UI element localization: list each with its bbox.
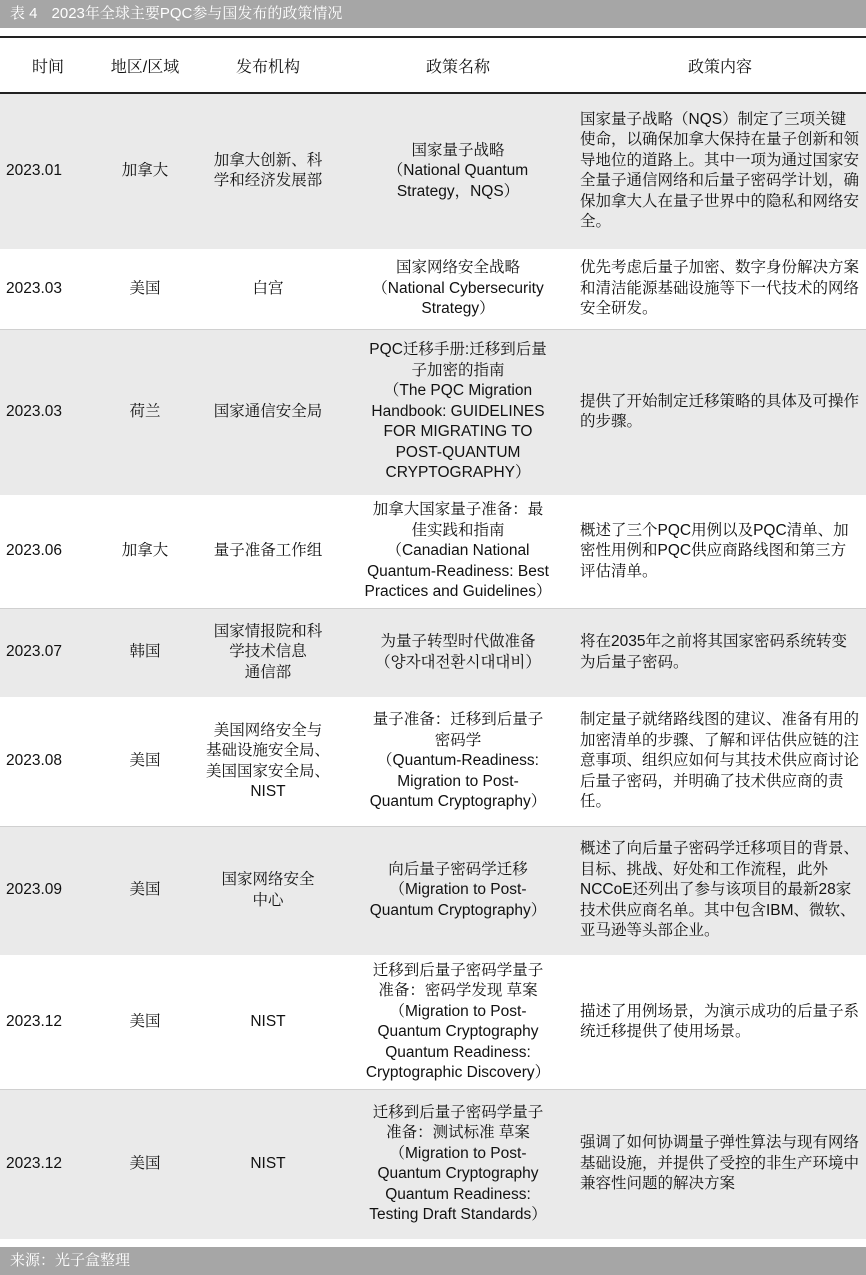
cell-date: 2023.07: [0, 608, 96, 697]
cell-date: 2023.06: [0, 495, 96, 608]
table-row: [0, 697, 866, 826]
cell-policy-name: 为量子转型时代做准备 （양자대전환시대대비）: [342, 608, 574, 697]
cell-date: 2023.03: [0, 329, 96, 495]
cell-policy-name: 国家网络安全战略 （National Cybersecurity Strategy）: [342, 249, 574, 329]
cell-policy-content: 国家量子战略（NQS）制定了三项关键使命，以确保加拿大保持在量子创新和领导地位的道路上。其中一项为通过国家安全量子通信网络和后量子密码学计划，确保加拿大人在量子世界中的隐私和网络安全。: [574, 93, 866, 249]
table-row: [0, 1089, 866, 1239]
table-row: [0, 608, 866, 697]
table-row: [0, 329, 866, 495]
header-org: 发布机构: [194, 37, 342, 93]
header-date: 时间: [0, 37, 96, 93]
cell-policy-content: 优先考虑后量子加密、数字身份解决方案和清洁能源基础设施等下一代技术的网络安全研发。: [574, 249, 866, 329]
cell-date: 2023.12: [0, 1089, 96, 1239]
header-name: 政策名称: [342, 37, 574, 93]
policy-table: [0, 36, 866, 1240]
header-row: [0, 37, 866, 93]
cell-org: 国家网络安全 中心: [194, 826, 342, 955]
header-content: 政策内容: [574, 37, 866, 93]
cell-policy-name: 迁移到后量子密码学量子 准备：测试标准 草案 （Migration to Post- Quantum Cryptography Quantum Readiness: Testing Draft Standards）: [342, 1089, 574, 1239]
cell-region: 美国: [96, 826, 194, 955]
cell-date: 2023.03: [0, 249, 96, 329]
table-row: [0, 955, 866, 1089]
header-region: 地区/区域: [96, 37, 194, 93]
cell-date: 2023.09: [0, 826, 96, 955]
source-note: 来源：光子盒整理: [0, 1247, 866, 1275]
cell-region: 加拿大: [96, 93, 194, 249]
cell-policy-content: 制定量子就绪路线图的建议、准备有用的加密清单的步骤、了解和评估供应链的注意事项、组织应如何与其技术供应商讨论后量子密码，并明确了技术供应商的责任。: [574, 697, 866, 826]
cell-region: 美国: [96, 1089, 194, 1239]
cell-region: 荷兰: [96, 329, 194, 495]
cell-policy-content: 描述了用例场景，为演示成功的后量子系统迁移提供了使用场景。: [574, 955, 866, 1089]
cell-org: 量子准备工作组: [194, 495, 342, 608]
cell-policy-name: 迁移到后量子密码学量子 准备：密码学发现 草案 （Migration to Post- Quantum Cryptography Quantum Readiness: Cryptographic Discovery）: [342, 955, 574, 1089]
cell-policy-name: PQC迁移手册:迁移到后量 子加密的指南 （The PQC Migration Handbook: GUIDELINES FOR MIGRATING TO POST-QUANTUM CRYPTOGRAPHY）: [342, 329, 574, 495]
table-number: 表 4: [10, 5, 38, 22]
cell-region: 加拿大: [96, 495, 194, 608]
cell-policy-content: 提供了开始制定迁移策略的具体及可操作的步骤。: [574, 329, 866, 495]
cell-policy-name: 量子准备：迁移到后量子 密码学 （Quantum-Readiness: Migration to Post- Quantum Cryptography）: [342, 697, 574, 826]
cell-policy-name: 加拿大国家量子准备：最 佳实践和指南 （Canadian National Quantum-Readiness: Best Practices and Guidelines）: [342, 495, 574, 608]
cell-policy-name: 向后量子密码学迁移 （Migration to Post- Quantum Cryptography）: [342, 826, 574, 955]
cell-org: 白宫: [194, 249, 342, 329]
table-row: [0, 249, 866, 329]
cell-date: 2023.01: [0, 93, 96, 249]
cell-org: 加拿大创新、科 学和经济发展部: [194, 93, 342, 249]
cell-policy-name: 国家量子战略 （National Quantum Strategy，NQS）: [342, 93, 574, 249]
table-caption: [0, 0, 866, 28]
table-row: [0, 93, 866, 249]
cell-region: 美国: [96, 697, 194, 826]
cell-org: 美国网络安全与 基础设施安全局、 美国国家安全局、 NIST: [194, 697, 342, 826]
cell-region: 美国: [96, 249, 194, 329]
table-title: 2023年全球主要PQC参与国发布的政策情况: [51, 5, 343, 22]
cell-date: 2023.08: [0, 697, 96, 826]
cell-org: 国家情报院和科 学技术信息 通信部: [194, 608, 342, 697]
cell-org: 国家通信安全局: [194, 329, 342, 495]
table-row: [0, 495, 866, 608]
cell-policy-content: 概述了向后量子密码学迁移项目的背景、目标、挑战、好处和工作流程，此外NCCoE还列出了参与该项目的最新28家技术供应商名单。其中包含IBM、微软、亚马逊等头部企业。: [574, 826, 866, 955]
cell-policy-content: 将在2035年之前将其国家密码系统转变为后量子密码。: [574, 608, 866, 697]
cell-region: 韩国: [96, 608, 194, 697]
cell-date: 2023.12: [0, 955, 96, 1089]
cell-org: NIST: [194, 1089, 342, 1239]
table-row: [0, 826, 866, 955]
cell-policy-content: 强调了如何协调量子弹性算法与现有网络基础设施，并提供了受控的非生产环境中兼容性问题的解决方案: [574, 1089, 866, 1239]
cell-policy-content: 概述了三个PQC用例以及PQC清单、加密性用例和PQC供应商路线图和第三方评估清单。: [574, 495, 866, 608]
cell-region: 美国: [96, 955, 194, 1089]
cell-org: NIST: [194, 955, 342, 1089]
